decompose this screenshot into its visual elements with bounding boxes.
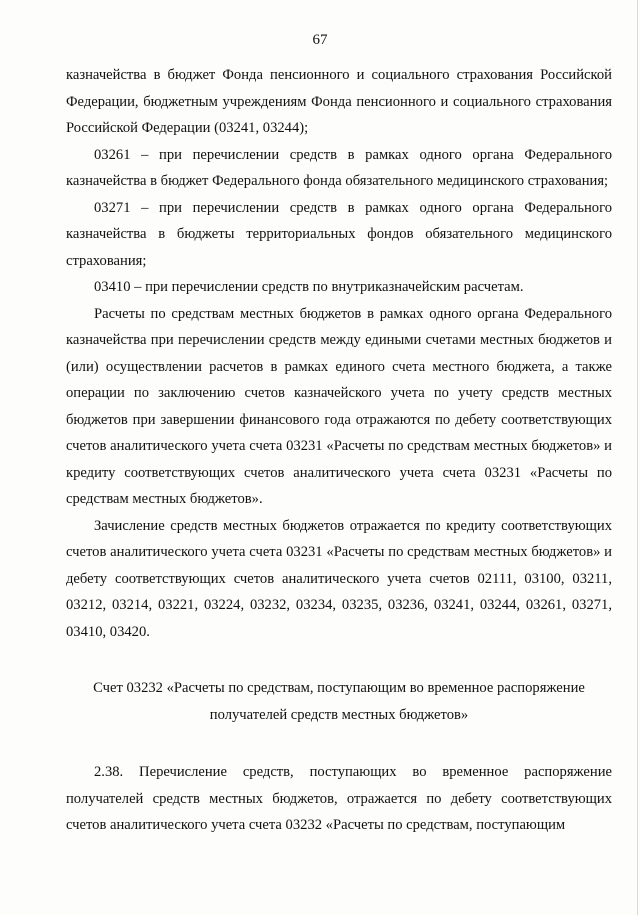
page-number: 67 bbox=[312, 32, 328, 48]
paragraph-03271: 03271 – при перечислении средств в рамках одного органа Федерального казначейства в бюджеты территориальных фондов обязательного медицинского страхования; bbox=[66, 199, 612, 269]
spacer bbox=[66, 645, 612, 675]
paragraph-continuation: казначейства в бюджет Фонда пенсионного и социального страхования Российской Федерации, бюджетным учреждениям Фонда пенсионного и социального страхования Российской Федерации (03241, 03244); bbox=[66, 67, 612, 136]
paragraph-local-budget-settlements: Расчеты по средствам местных бюджетов в рамках одного органа Федерального казначейства при перечислении средств между едиными счетами местных бюджетов и (или) осуществлении расчетов в рамках единого счета местного бюджета, а также операции по заключению счетов казначейского учета по учету средств местных бюджетов при завершении финансового года отражаются по дебету соответствующих счетов аналитического учета счета 03231 «Расчеты по средствам местных бюджетов» и кредиту соответствующих счетов аналитического учета счета 03231 «Расчеты по средствам местных бюджетов». bbox=[66, 305, 612, 507]
scan-edge bbox=[637, 0, 638, 915]
spacer bbox=[66, 729, 612, 759]
section-heading: Счет 03232 «Расчеты по средствам, поступающим во временное распоряжение получателей средств местных бюджетов» bbox=[93, 680, 585, 723]
paragraph-2-38: 2.38. Перечисление средств, поступающих во временное распоряжение получателей средств местных бюджетов, отражается по дебету соответствующих счетов аналитического учета счета 03232 «Расчеты по средствам, поступающим bbox=[66, 764, 612, 833]
document-body bbox=[66, 62, 612, 839]
paragraph-local-budget-crediting: Зачисление средств местных бюджетов отражается по кредиту соответствующих счетов аналитического учета счета 03231 «Расчеты по средствам местных бюджетов» и дебету соответствующих счетов аналитического учета счетов 02111, 03100, 03211, 03212, 03214, 03221, 03224, 03232, 03234, 03235, 03236, 03241, 03244, 03261, 03271, 03410, 03420. bbox=[66, 517, 612, 640]
paragraph-03261: 03261 – при перечислении средств в рамках одного органа Федерального казначейства в бюджет Федерального фонда обязательного медицинского страхования; bbox=[66, 146, 612, 189]
paragraph-03410: 03410 – при перечислении средств по внутриказначейским расчетам. bbox=[94, 279, 524, 295]
